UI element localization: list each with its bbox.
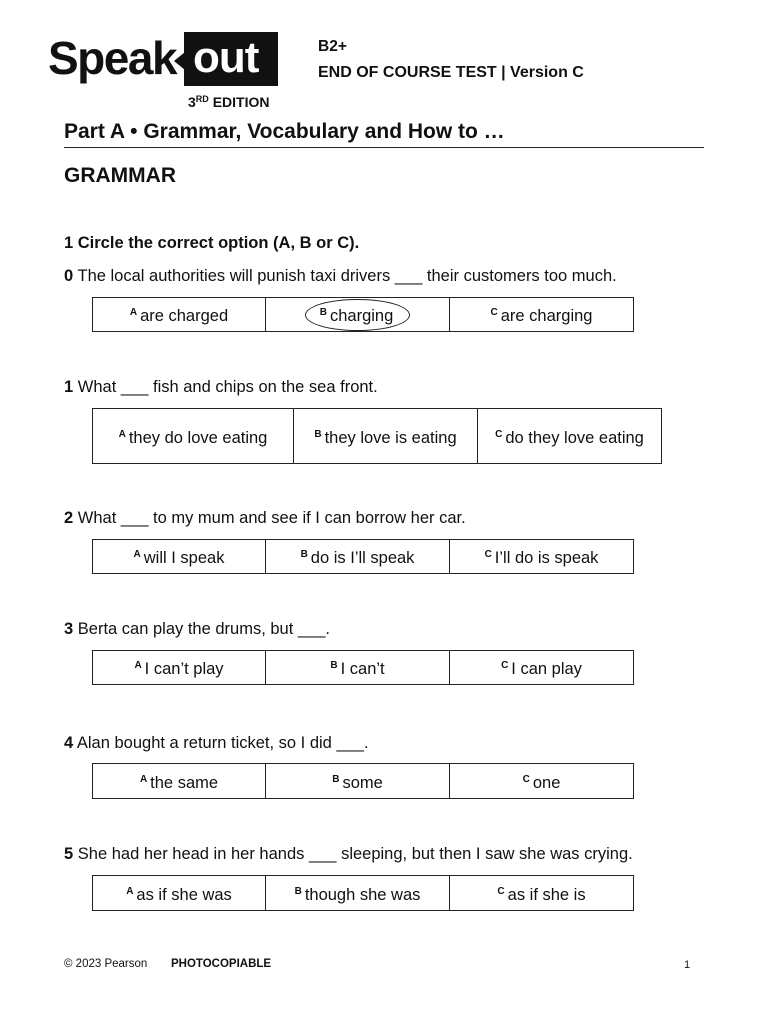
question-number: 0 [64,267,74,285]
option-a[interactable]: $^A$ the same [93,764,266,799]
question-2 [64,509,466,528]
option-b[interactable]: $^B$ I can’t [266,651,450,685]
section-title: GRAMMAR [64,164,176,187]
options-table-1 [92,408,662,464]
test-title: END OF COURSE TEST | Version C [318,64,584,81]
question-number: 3 [64,620,74,638]
option-a[interactable]: $^A$ they do love eating [93,409,294,464]
question-text: Berta can play the drums, but ___. [77,620,331,638]
question-3 [64,620,330,639]
footer-copyright: © 2023 Pearson [64,958,148,970]
option-c[interactable]: $^C$ I’ll do is speak [450,540,634,574]
option-c[interactable]: $^C$ are charging [450,298,634,332]
question-number: 5 [64,845,74,863]
speakout-logo [46,30,282,110]
option-b[interactable]: $^B$ though she was [266,876,450,911]
option-a[interactable]: $^A$ are charged [93,298,266,332]
question-4 [64,734,369,753]
test-level: B2+ [318,38,347,55]
question-1 [64,378,378,397]
option-b[interactable] [266,298,450,332]
options-table-2 [92,539,634,574]
option-c[interactable]: $^C$ as if she is [450,876,634,911]
options-table-5 [92,875,634,911]
options-table-4 [92,763,634,799]
option-b[interactable]: $^B$ do is I’ll speak [266,540,450,574]
option-c[interactable]: $^C$ I can play [450,651,634,685]
logo-out-text: out [193,33,259,82]
question-0 [64,267,617,286]
part-title: Part A • Grammar, Vocabulary and How to … [64,120,505,143]
footer-photocopiable: PHOTOCOPIABLE [171,958,272,970]
question-5 [64,845,633,864]
question-text: What ___ to my mum and see if I can borrow her car. [77,509,466,527]
option-c[interactable]: $^C$ one [450,764,634,799]
page-number: 1 [684,959,691,971]
options-table-3 [92,650,634,685]
question-text: The local authorities will punish taxi drivers ___ their customers too much. [77,267,617,285]
option-a[interactable]: $^A$ will I speak [93,540,266,574]
logo-edition: 3RD EDITION [188,94,270,110]
question-number: 2 [64,509,74,527]
question-number: 1 [64,378,74,396]
option-b[interactable]: $^B$ they love is eating [294,409,478,464]
title-divider [64,147,704,148]
question-text: She had her head in her hands ___ sleeping, but then I saw she was crying. [77,845,633,863]
question-text: Alan bought a return ticket, so I did ___. [76,734,369,752]
options-table-0 [92,297,634,332]
option-a[interactable]: $^A$ I can’t play [93,651,266,685]
option-b[interactable]: $^B$ some [266,764,450,799]
logo-speak-text: Speak [48,32,177,84]
option-a[interactable]: $^A$ as if she was [93,876,266,911]
question-text: What ___ fish and chips on the sea front. [77,378,378,396]
question-number: 4 [64,734,74,752]
exercise-instruction: 1 Circle the correct option (A, B or C). [64,234,360,252]
option-c[interactable]: $^C$ do they love eating [478,409,662,464]
answer-circle: $^B$ charging [305,299,411,331]
